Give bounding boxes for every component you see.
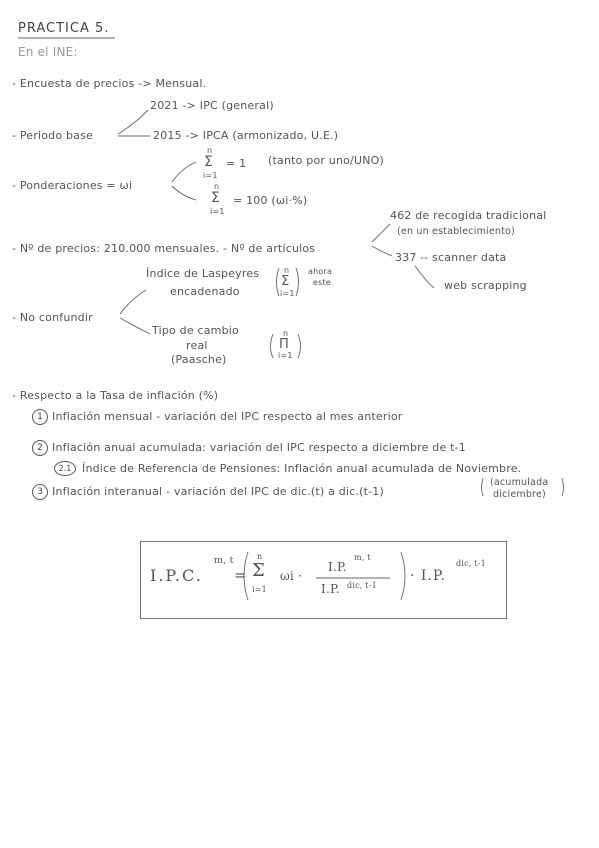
item-number-1: 1 — [32, 409, 48, 425]
laspeyres-sum-symbol: Σ — [281, 274, 290, 289]
note-paasche: (Paasche) — [171, 353, 227, 366]
note-art-462: 462 de recogida tradicional — [390, 209, 547, 222]
inflacion-item-3-note-1: (acumulada — [490, 477, 549, 488]
formula-sum-symbol: Σ — [252, 560, 265, 581]
inflacion-header: - Respecto a la Tasa de inflación (%) — [12, 389, 219, 402]
laspeyres-sum-top: n — [284, 266, 290, 275]
formula-denominator: I.P. — [321, 582, 340, 596]
prod-top: n — [283, 329, 289, 338]
formula-equals: = — [234, 566, 247, 584]
item-number-2-1: 2.1 — [54, 461, 76, 476]
note-art-337: 337 — [395, 251, 417, 264]
inflacion-item-3-note-2: diciembre) — [493, 489, 546, 500]
note-laspeyres-ahora: ahora — [308, 267, 333, 276]
note-periodo-2021: 2021 -> IPC (general) — [150, 99, 274, 112]
inflacion-item-3: Inflación interanual - variación del IPC de dic.(t) a dic.(t-1) — [52, 485, 384, 498]
note-art-462-sub: (en un establecimiento) — [397, 226, 515, 237]
pond-sum100-rhs: = 100 (ωi·%) — [233, 194, 308, 207]
sum-top-2: n — [214, 182, 220, 191]
note-laspeyres-1: Índice de Laspeyres — [146, 267, 260, 280]
page-title: PRACTICA 5. — [18, 21, 110, 36]
sum-symbol-1: Σ — [204, 154, 214, 170]
inflacion-item-2: Inflación anual acumulada: variación del IPC respecto a diciembre de t-1 — [52, 441, 466, 454]
inflacion-item-1: Inflación mensual - variación del IPC respecto al mes anterior — [52, 410, 403, 423]
formula-rhs-sup: dic, t-1 — [456, 559, 486, 568]
formula-sum-top: n — [257, 552, 263, 561]
note-ponderaciones: - Ponderaciones = ωi — [12, 179, 133, 192]
formula-sum-bottom: i=1 — [252, 585, 267, 594]
formula-lhs-sup: m, t — [214, 555, 234, 566]
page-subtitle: En el INE: — [18, 45, 78, 59]
note-encuesta: - Encuesta de precios -> Mensual. — [12, 77, 207, 90]
sum-top-1: n — [207, 146, 213, 155]
formula-denominator-sup: dic, t-1 — [347, 581, 377, 590]
note-precios: - Nº de precios: 210.000 mensuales. - Nº de artículos — [12, 242, 316, 255]
note-laspeyres-2: encadenado — [170, 285, 240, 298]
note-scanner: -- scanner data — [420, 251, 507, 264]
sum-bottom-1: i=1 — [203, 171, 218, 180]
formula-lhs: I.P.C. — [150, 566, 203, 585]
note-tipo-real: real — [186, 339, 208, 352]
pond-sum1-rhs: = 1 — [226, 157, 247, 170]
prod-bottom: i=1 — [278, 351, 293, 360]
note-periodo-base: - Periodo base — [12, 129, 94, 142]
laspeyres-sum-bottom: i=1 — [280, 289, 295, 298]
formula-rhs: · I.P. — [410, 568, 446, 584]
sum-symbol-2: Σ — [211, 190, 221, 206]
item-number-2: 2 — [32, 440, 48, 456]
note-no-confundir: - No confundir — [12, 311, 93, 324]
formula-numerator: I.P. — [328, 560, 347, 574]
note-periodo-2015: 2015 -> IPCA (armonizado, U.E.) — [153, 129, 339, 142]
prod-symbol: Π — [279, 337, 289, 352]
note-laspeyres-este: este — [313, 278, 331, 287]
formula-weight: ωi · — [280, 569, 303, 583]
inflacion-item-2-1: Índice de Referencia de Pensiones: Inflación anual acumulada de Noviembre. — [82, 462, 522, 475]
note-tipo-cambio: Tipo de cambio — [152, 324, 239, 337]
item-number-3: 3 — [32, 484, 48, 500]
pond-sum1-note: (tanto por uno/UNO) — [268, 154, 384, 167]
sum-bottom-2: i=1 — [210, 207, 225, 216]
note-webscraping: web scrapping — [444, 279, 527, 292]
formula-numerator-sup: m, t — [354, 553, 371, 562]
